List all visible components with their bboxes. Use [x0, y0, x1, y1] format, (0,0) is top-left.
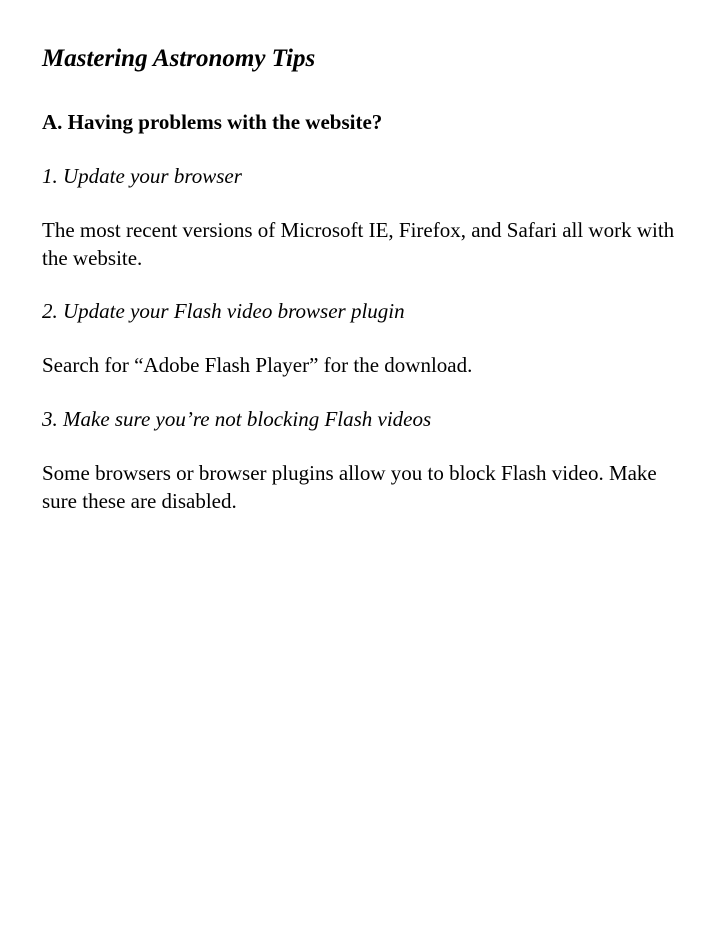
document-title: Mastering Astronomy Tips — [42, 45, 316, 72]
tip-heading-unblock-flash: 3. Make sure you’re not blocking Flash videos — [42, 407, 432, 431]
tip-body-update-flash-plugin: Search for “Adobe Flash Player” for the download. — [42, 353, 473, 377]
section-heading: A. Having problems with the website? — [42, 110, 383, 134]
tip-body-unblock-flash: Some browsers or browser plugins allow you to block Flash video. Make sure these are disabled. — [42, 461, 657, 513]
tip-heading-update-browser: 1. Update your browser — [42, 164, 242, 188]
tip-heading-update-flash-plugin: 2. Update your Flash video browser plugin — [42, 299, 405, 323]
tip-body-update-browser: The most recent versions of Microsoft IE, Firefox, and Safari all work with the website. — [42, 218, 675, 270]
